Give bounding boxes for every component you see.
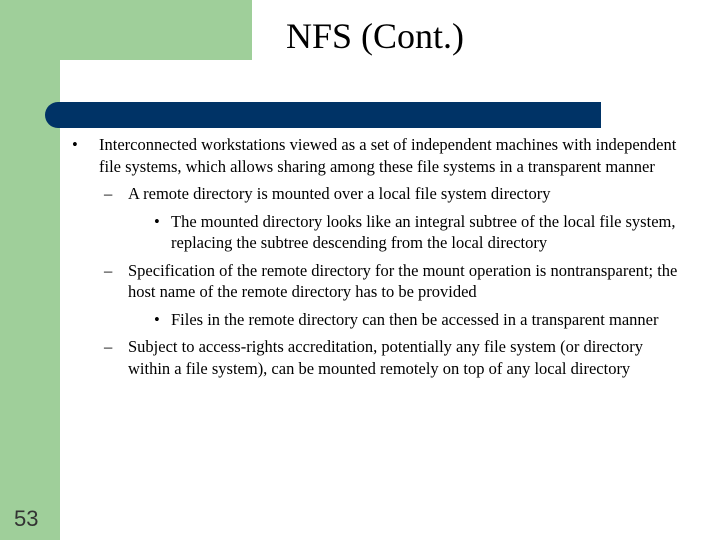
slide-title: NFS (Cont.)	[285, 16, 465, 56]
bullet-marker: •	[154, 309, 160, 329]
dash-marker: –	[104, 184, 113, 203]
bullet-marker: •	[154, 211, 160, 231]
dash-text: Specification of the remote directory for the mount operation is nontransparent; the host name of the remote directory has to be provided	[128, 260, 678, 301]
dash-marker: –	[104, 337, 113, 356]
bullet-level3	[154, 309, 687, 331]
dash-marker: –	[104, 260, 113, 280]
decorative-green-band-left	[0, 0, 60, 540]
page-number: 53	[14, 506, 39, 531]
decorative-navy-bar	[45, 102, 601, 128]
bullet-text: Interconnected workstations viewed as a set of independent machines with independent file systems, which allows sharing among these file systems in a transparent manner	[99, 135, 677, 176]
dash-item-level2	[104, 336, 687, 379]
decorative-rounded-corner	[60, 60, 100, 100]
bullet-marker: •	[72, 135, 78, 154]
slide-body	[72, 134, 687, 385]
bullet-text: The mounted directory looks like an integral subtree of the local file system, replacing the subtree descending from the local directory	[171, 211, 676, 252]
bullet-text: Files in the remote directory can then be accessed in a transparent manner	[171, 309, 659, 329]
bullet-level1	[72, 134, 687, 177]
bullet-level3	[154, 211, 687, 254]
dash-item-level2	[104, 183, 687, 205]
dash-text: A remote directory is mounted over a local file system directory	[128, 184, 551, 203]
dash-text: Subject to access-rights accreditation, potentially any file system (or directory within a file system), can be mounted remotely on top of any local directory	[128, 337, 643, 378]
dash-item-level2	[104, 260, 687, 303]
